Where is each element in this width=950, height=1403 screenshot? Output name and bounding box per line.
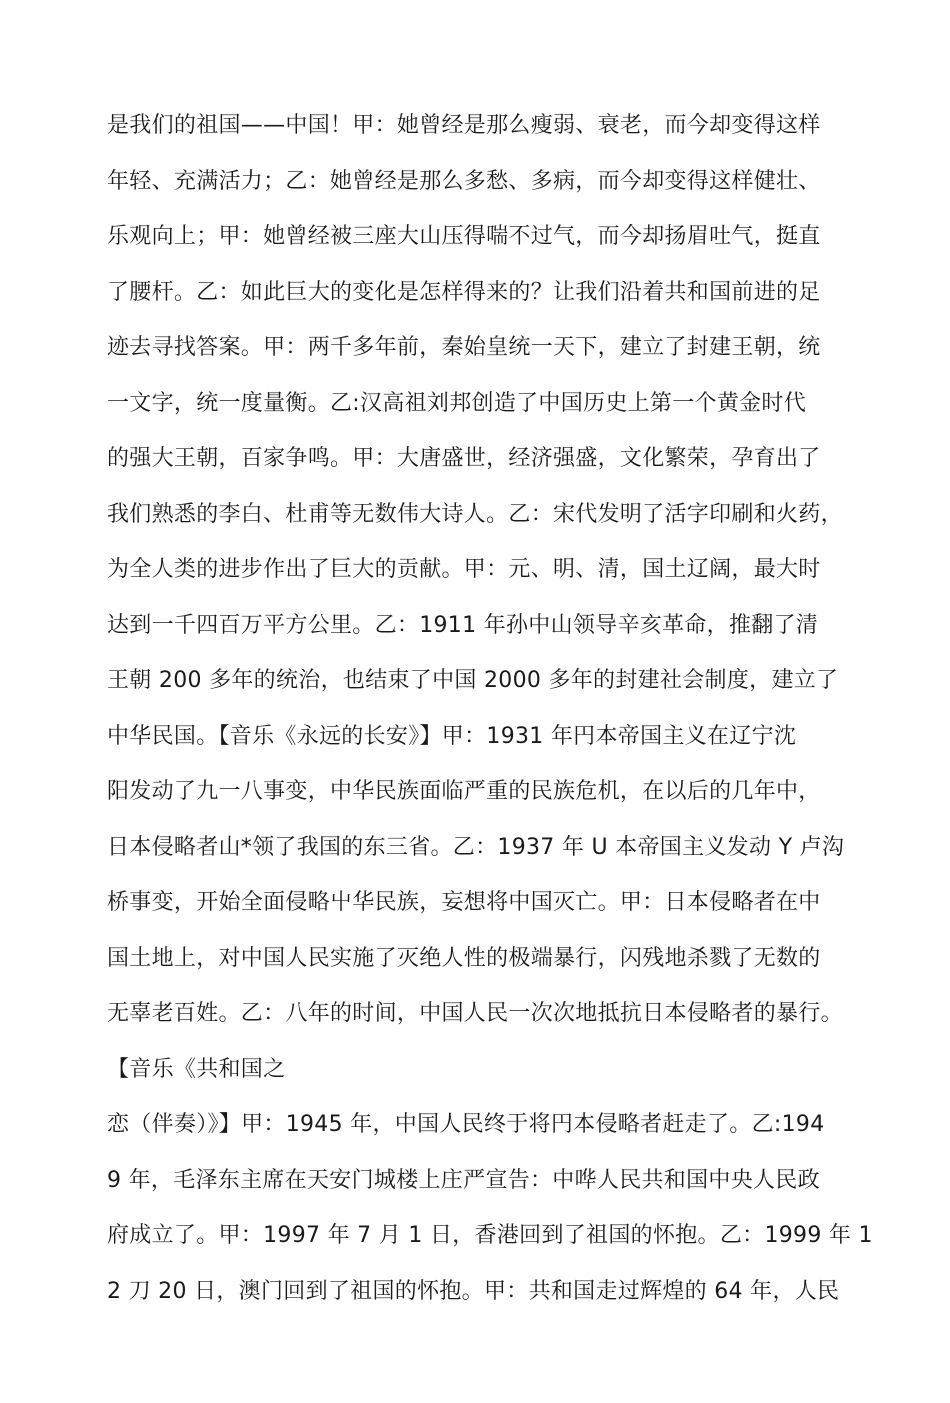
text-line: 为全人类的进步作出了巨大的贡献。甲：元、明、清，国土辽阔，最大时 [107, 557, 821, 582]
text-line: 日本侵略者山*领了我国的东三省。乙：1937 年 U 本帝国主义发动 Y 卢沟 [107, 834, 845, 860]
text-line: 9 年，毛泽东主席在天安门城楼上庄严宣告：中哗人民共和国中央人民政 [107, 1167, 820, 1193]
text-line: 【音乐《共和国之 [107, 1056, 286, 1082]
text-line: 乐观向上；甲：她曾经被三座大山压得喘不过气，而今却扬眉吐气，挺直 [107, 224, 821, 249]
text-line: 中华民国。【音乐《永远的长安》】甲：1931 年円本帝国主义在辽宁沈 [107, 723, 797, 749]
text-line: 2 刀 20 日，澳门回到了祖国的怀抱。甲：共和国走过辉煌的 64 年，人民 [107, 1278, 840, 1304]
text-line: 王朝 200 多年的统治，也结束了中国 2000 多年的封建社会制度，建立了 [107, 668, 839, 693]
text-line: 年轻、充满活力；乙：她曾经是那么多愁、多病，而今却变得这样健壮、 [107, 168, 821, 194]
text-line: 恋（伴奏）》】甲：1945 年，中国人民终于将円本侵略者赶走了。乙:194 [107, 1112, 825, 1137]
text-line: 了腰杆。乙：如此巨大的变化是怎样得来的？让我们沿着共和国前进的足 [107, 279, 821, 305]
text-line: 我们熟悉的李白、杜甫等无数伟大诗人。乙：宋代发明了活字印刷和火药， [107, 501, 843, 527]
text-line: 府成立了。甲：1997 年 7 月 1 日，香港回到了祖国的怀抱。乙：1999 年 1 [107, 1223, 873, 1248]
text-line: 是我们的祖国——中国！甲：她曾经是那么瘦弱、衰老，而今却变得这样 [107, 113, 821, 138]
text-line: 迹去寻找答案。甲：两千多年前，秦始皇统一天下，建立了封建王朝，统 [107, 335, 821, 360]
text-line: 阳发动了九一八事变，中华民族面临严重的民族危机，在以后的几年中， [107, 779, 821, 804]
body-text [107, 98, 873, 1319]
text-line: 达到一千四百万平方公里。乙：1911 年孙中山领导辛亥革命，推翻了清 [107, 612, 819, 638]
text-line: 桥事变，开始全面侵略屮华民族，妄想将中国灭亡。甲：日本侵略者在中 [107, 890, 821, 915]
text-line: 的强大王朝，百家争鸣。甲：大唐盛世，经济强盛，文化繁荣，孕育出了 [107, 446, 821, 471]
text-line: 国土地上，对中国人民实施了灭绝人性的极端暴行，闪残地杀戮了无数的 [107, 945, 821, 971]
text-line: 一文字，统一度量衡。乙:汉高祖刘邦创造了中国历史上第一个黄金时代 [107, 390, 807, 416]
text-line: 无辜老百姓。乙：八年的时间，中国人民一次次地抵抗日本侵略者的暴行。 [107, 1001, 843, 1026]
